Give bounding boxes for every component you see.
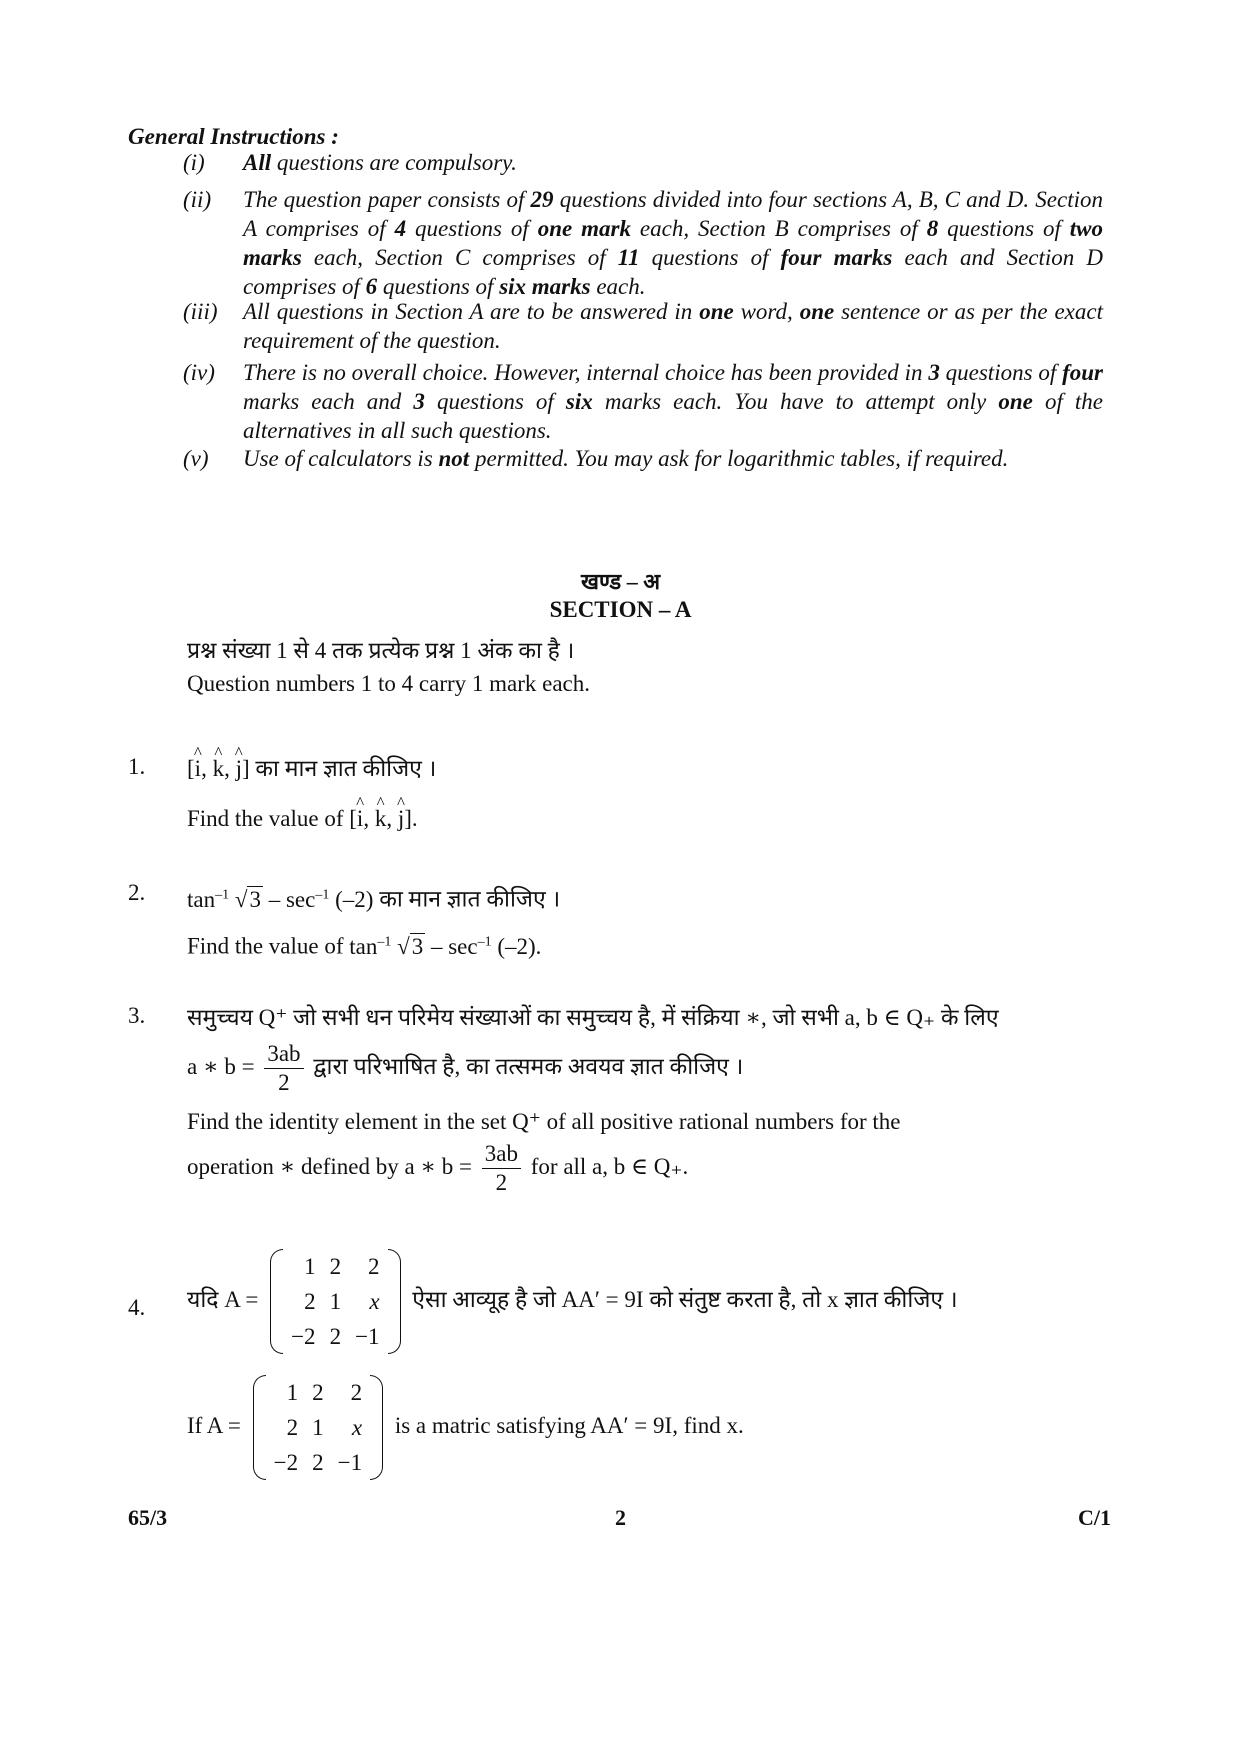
- question-3-english-line2: [187, 1140, 688, 1197]
- paper-code: 65/3: [128, 1505, 168, 1530]
- matrix-cell: 2: [350, 1380, 363, 1405]
- set-code: C/1: [1078, 1505, 1111, 1530]
- matrix-cell: x: [351, 1415, 363, 1440]
- q4-english-suffix: is a matric satisfying AA′ = 9I, find x.: [394, 1412, 744, 1438]
- matrix-cell: x: [369, 1289, 380, 1314]
- question-number: 3.: [128, 1003, 146, 1028]
- q1-expression-en: [^ i, ^ k, ^ j].: [349, 806, 417, 831]
- matrix-cell: 1: [329, 1289, 342, 1314]
- q2-expression: $\tan^{-1} √3 - \sec^{-1} (-2)$: [187, 886, 374, 912]
- q4-english-prefix: If A =: [187, 1412, 241, 1438]
- matrix-cell: −2: [273, 1450, 299, 1475]
- matrix-cell: 2: [304, 1289, 316, 1314]
- question-3-hindi-line2: a ∗ b = $\frac{3ab}{2}$ द्वारा परिभाषित है, का तत्समक अवयव ज्ञात कीजिए ।: [187, 1041, 744, 1095]
- q1-expression: [^ i, ^ k, ^ j]: [187, 756, 250, 781]
- question-number: 1.: [128, 754, 146, 779]
- question-number: 4.: [128, 1295, 146, 1320]
- q3-hindi-line1: समुच्चय Q⁺ जो सभी धन परिमेय संख्याओं का समुच्चय है, में संक्रिया ∗, जो सभी a, b ∈ Q₊ के लिए: [187, 1005, 999, 1030]
- matrix-cell: −1: [337, 1450, 363, 1475]
- section-intro-hindi: प्रश्न संख्या 1 से 4 तक प्रत्येक प्रश्न 1 अंक का है ।: [187, 638, 575, 663]
- instruction-number: (iv): [183, 360, 215, 385]
- instruction-text: The question paper consists of 29 questions divided into four sections A, B, C and D. Section A comprises of 4 questions of one mark each, Section B comprises of 8 questions of two marks each, Section C comprises of 11 questions of four marks each and Section D comprises of 6 questions of six marks each.: [243, 187, 1104, 299]
- instruction-number: (v): [183, 446, 209, 471]
- matrix-cell: 2: [329, 1254, 342, 1279]
- instruction-number: (iii): [183, 299, 218, 324]
- matrix-cell: 2: [286, 1415, 299, 1440]
- matrix-cell: 2: [312, 1380, 324, 1405]
- q1-hindi-text: का मान ज्ञात कीजिए ।: [255, 756, 437, 781]
- section-title-english: SECTION – A: [549, 597, 692, 622]
- instruction-text: Use of calculators is not permitted. You may ask for logarithmic tables, if required.: [243, 446, 1009, 471]
- general-instructions-title: General Instructions :: [128, 124, 339, 149]
- matrix-cell: −2: [291, 1324, 316, 1349]
- question-2-hindi: [187, 880, 560, 914]
- q4-hindi-prefix: यदि A =: [187, 1286, 259, 1312]
- question-2-english: [187, 927, 541, 961]
- instruction-text: There is no overall choice. However, internal choice has been provided in 3 questions of four marks each and 3 questions of six marks each. You have to attempt only one of the alternatives in all such questions.: [243, 360, 1104, 443]
- q2-expression-en: $\tan^{-1} √3 - \sec^{-1} (-2)$.: [349, 933, 542, 959]
- fraction: $\frac{3ab}{2}$: [482, 1140, 521, 1197]
- matrix-cell: 1: [286, 1380, 299, 1405]
- q4-hindi-suffix: ऐसा आव्यूह है जो AA′ = 9I को संतुष्ट करता है, तो x ज्ञात कीजिए ।: [412, 1286, 958, 1312]
- q3-hindi-text: द्वारा परिभाषित है, का तत्समक अवयव ज्ञात कीजिए ।: [313, 1053, 744, 1079]
- section-title-hindi: खण्ड – अ: [580, 569, 661, 594]
- instruction-text: All questions in Section A are to be answered in one word, one sentence or as per the exact requirement of the question.: [243, 299, 1103, 353]
- section-intro-english: Question numbers 1 to 4 carry 1 mark each.: [187, 671, 591, 696]
- matrix-cell: 2: [368, 1254, 380, 1279]
- fraction: $\frac{3ab}{2}$: [264, 1040, 303, 1097]
- q3-english-line1: Find the identity element in the set Q⁺ of all positive rational numbers for the: [187, 1109, 901, 1134]
- q2-hindi-text: का मान ज्ञात कीजिए ।: [379, 886, 561, 912]
- q3-english-prefix: operation ∗ defined by a ∗ b =: [187, 1153, 473, 1179]
- instruction-number: (i): [183, 150, 205, 175]
- page-number: 2: [615, 1505, 626, 1530]
- matrix-cell: 2: [329, 1324, 342, 1349]
- question-number: 2.: [128, 880, 146, 905]
- q1-english-text: Find the value of: [187, 806, 344, 831]
- matrix-cell: −1: [355, 1324, 380, 1349]
- instruction-text: All questions are compulsory.: [243, 150, 517, 175]
- matrix-a: [253, 1375, 383, 1480]
- q2-english-text: Find the value of: [187, 933, 344, 959]
- question-1-hindi: [187, 754, 436, 783]
- matrix-cell: 1: [304, 1254, 316, 1279]
- matrix-cell: 1: [312, 1415, 324, 1440]
- q3-english-suffix: for all a, b ∈ Q₊.: [530, 1153, 689, 1179]
- instruction-number: (ii): [183, 187, 212, 212]
- question-4-english: [187, 1375, 744, 1480]
- matrix-a: [270, 1249, 400, 1354]
- matrix-cell: 2: [312, 1450, 324, 1475]
- question-1-english: [187, 804, 418, 833]
- question-4-hindi: [187, 1249, 958, 1354]
